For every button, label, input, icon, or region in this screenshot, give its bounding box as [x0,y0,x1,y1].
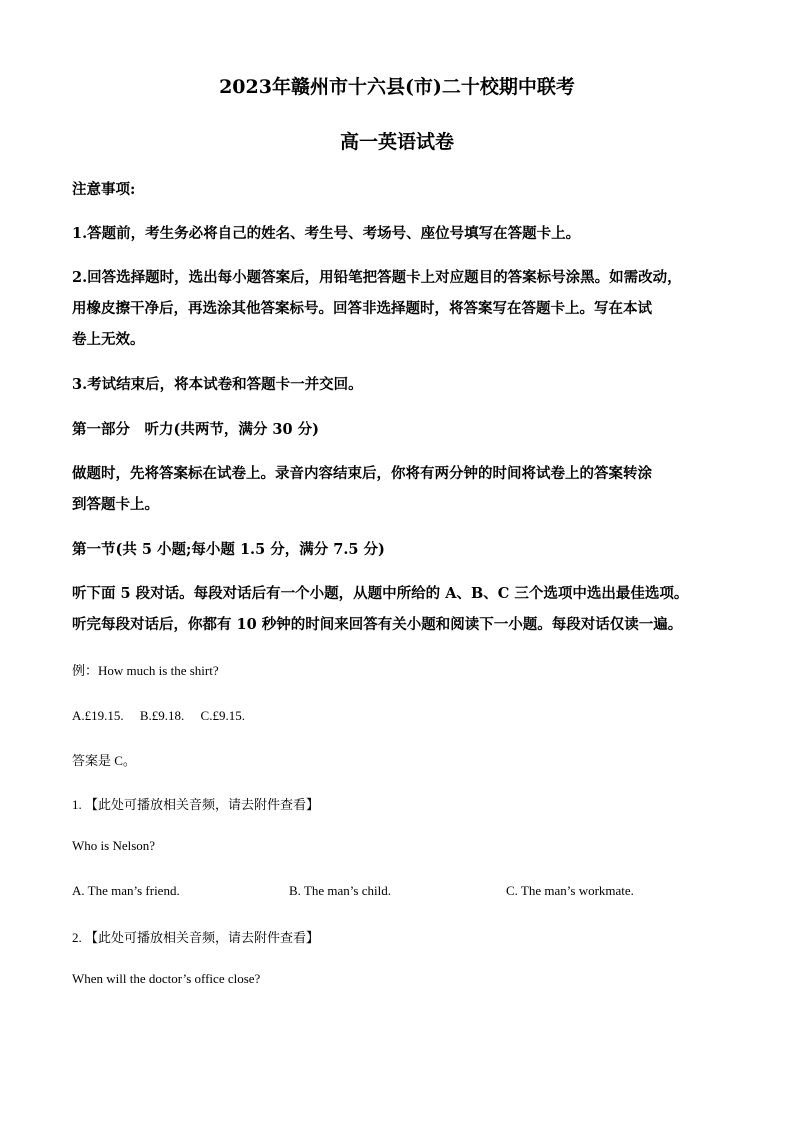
example-question: 例：How much is the shirt? [72,663,219,678]
notice-item-2-line-2: 用橡皮擦干净后，再选涂其他答案标号。回答非选择题时，将答案写在答题卡上。写在本试 [72,300,652,317]
question-1-audio-link[interactable]: 1. 【此处可播放相关音频，请去附件查看】 [72,797,320,812]
part1-instruction-line-1: 做题时，先将答案标在试卷上。录音内容结束后，你将有两分钟的时间将试卷上的答案转涂 [72,465,652,482]
question-2-audio-link[interactable]: 2. 【此处可播放相关音频，请去附件查看】 [72,930,320,945]
notice-item-3: 3.考试结束后，将本试卷和答题卡一并交回。 [72,376,363,393]
part1-heading: 第一部分 听力(共两节，满分 30 分) [72,421,319,438]
question-2-text: When will the doctor’s office close? [72,971,261,986]
example-options: A.£19.15. B.£9.18. C.£9.15. [72,708,245,723]
notice-item-1: 1.答题前，考生务必将自己的姓名、考生号、考场号、座位号填写在答题卡上。 [72,225,581,242]
part1-instruction-line-2: 到答题卡上。 [72,496,159,513]
section1-heading: 第一节(共 5 小题;每小题 1.5 分，满分 7.5 分) [72,541,385,558]
notice-item-2-line-1: 2.回答选择题时，选出每小题答案后，用铅笔把答题卡上对应题目的答案标号涂黑。如需改动， [72,269,682,286]
notice-heading: 注意事项: [72,181,136,198]
question-1-option-a: A. The man’s friend. [72,883,180,898]
exam-subtitle: 高一英语试卷 [339,131,454,153]
question-1-option-c: C. The man’s workmate. [506,883,634,898]
section1-instruction-line-1: 听下面 5 段对话。每段对话后有一个小题，从题中所给的 A、B、C 三个选项中选出最佳选项。 [72,585,689,602]
question-1-text: Who is Nelson? [72,838,156,853]
notice-item-2-line-3: 卷上无效。 [72,331,145,348]
question-1-option-b: B. The man’s child. [289,883,391,898]
exam-title: 2023年赣州市十六县(市)二十校期中联考 [219,76,575,98]
example-answer: 答案是 C。 [72,753,136,768]
section1-instruction-line-2: 听完每段对话后，你都有 10 秒钟的时间来回答有关小题和阅读下一小题。每段对话仅读一遍。 [72,616,683,633]
